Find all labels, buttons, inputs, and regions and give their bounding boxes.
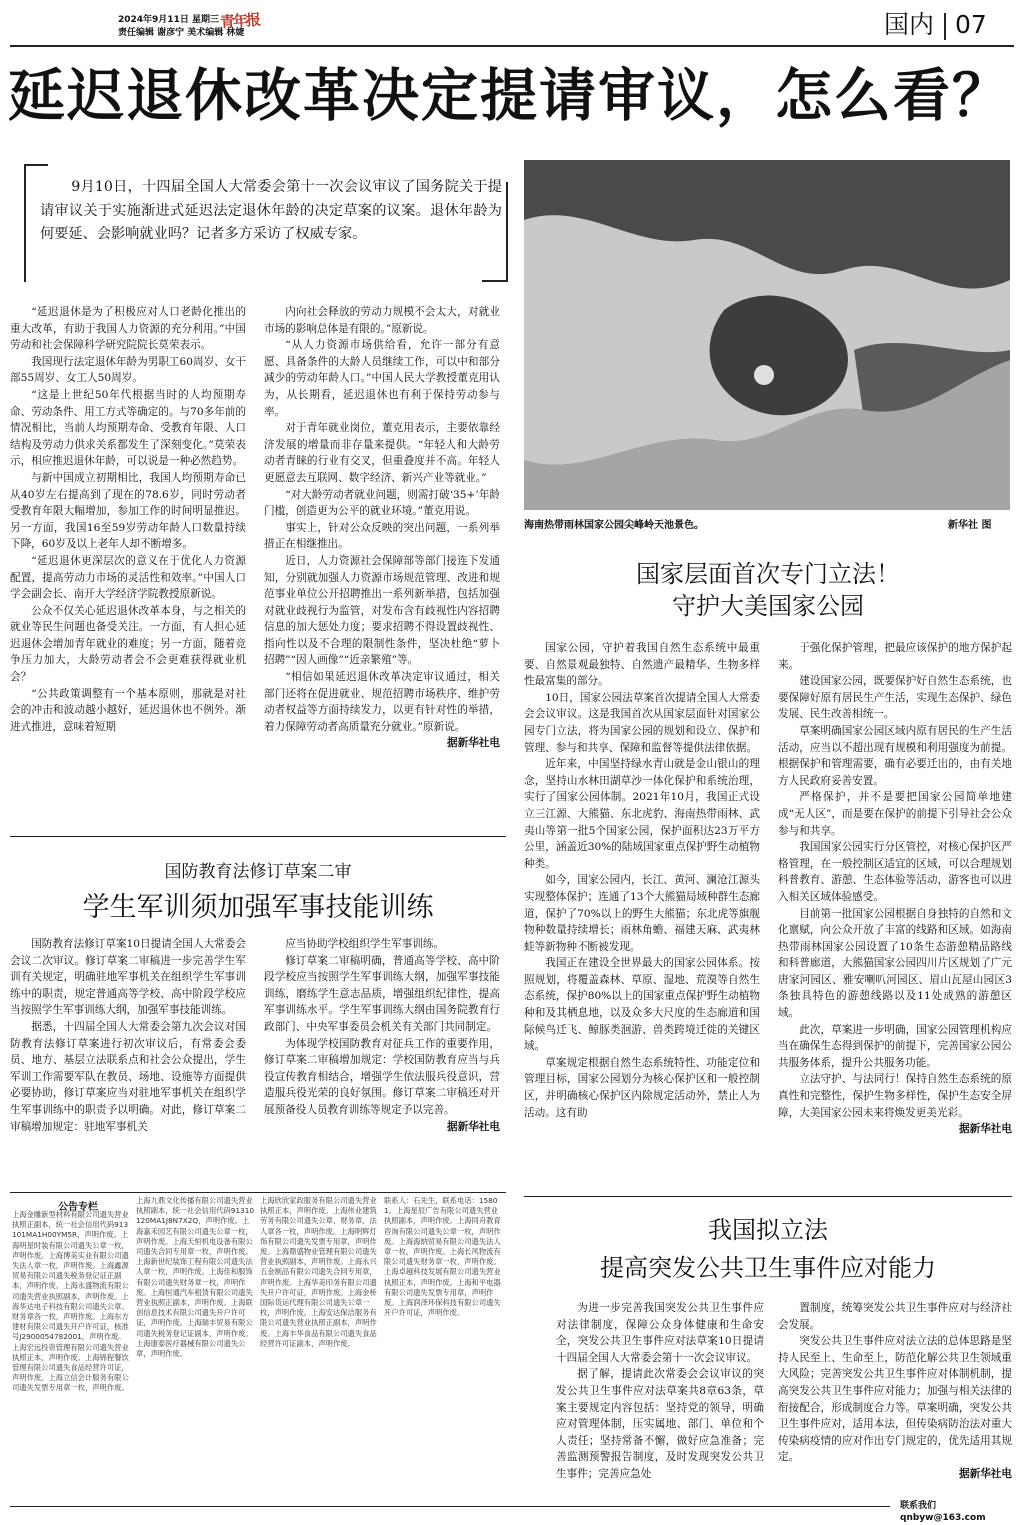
paragraph: 我国国家公园实行分区管控，对核心保护区严格管理，在一般控制区适宜的区域，可以合理规划科普教育、游憩、生态体验等活动，游客也可以进入相关区域体验感受。 [778, 841, 1012, 903]
paragraph: 立法守护、与法同行！保持自然生态系统的原真性和完整性，保护生物多样性，保护生态安全屏障，大美国家公园未来将焕发更美光彩。 [778, 1073, 1012, 1119]
paragraph: 我国正在建设全世界最大的国家公园体系。按照规划，将覆盖森林、草原、湿地、荒漠等自然生态系统，保护80%以上的国家重点保护野生动植物种和及其栖息地，以及众多大尺度的生态廊道和国际候鸟迁飞、鲸豚类洄游、兽类跨境迁徙的关键区域。 [524, 957, 760, 1053]
article-source: 据新华社电 [959, 1123, 1012, 1136]
notices-title: 公告专栏 [58, 1202, 98, 1213]
health-col2 [778, 1300, 1012, 1500]
park-title-line1: 国家层面首次专门立法！ [636, 560, 900, 588]
page-number: 07 [955, 10, 987, 39]
military-col2 [264, 936, 500, 1186]
paragraph: “相信如果延迟退休改革决定审议通过，相关部门还将在促进就业、规范招聘市场秩序、维护劳动者权益等方面持续发力，以更有针对性的举措，着力保障劳动者高质量充分就业。”原新说。 [264, 671, 500, 733]
military-col1 [10, 936, 246, 1186]
editors-line: 责任编辑 谢彦宁 美术编辑 林婕 [118, 28, 245, 38]
photo-caption: 海南热带雨林国家公园尖峰岭天池景色。 [524, 520, 704, 531]
article-source: 据新华社电 [447, 737, 500, 750]
paragraph: 内向社会释放的劳动力规模不会太大，对就业市场的影响总体是有限的。”原新说。 [264, 306, 500, 335]
page-headline: 延迟退休改革决定提请审议，怎么看？ [8, 63, 1011, 129]
paragraph: 与新中国成立初期相比，我国人均预期寿命已从40岁左右提高到了现在的78.6岁，同时劳动者受教育年限大幅增加，参加工作的时间明显推迟。另一方面，我国16至59岁劳动年龄人口数量持续下降，60岁及以上老年人却不断增多。 [10, 471, 246, 551]
military-title: 学生军训须加强军事技能训练 [82, 892, 434, 923]
paragraph: 修订草案二审稿明确，普通高等学校、高中阶段学校应当按照学生军事训练大纲，加强军事技能训练，磨练学生意志品质，增强组织纪律性，提高军事训练水平。学生军事训练大纲由国务院教育行政部门、中央军事委员会机关有关部门共同制定。 [264, 954, 500, 1033]
notices-col3: 上海欣欣家政服务有限公司遗失营业执照正本，声明作废。上海伟业建筑劳务有限公司遗失公章、财务章、法人章各一枚，声明作废。上海明辉灯饰有限公司遗失发票专用章，声明作废。上海鼎盛物业管理有限公司遗失营业执照副本，声明作废。上海永兴五金制品有限公司遗失合同专用章，声明作废。上海华美印务有限公司遗失开户许可证，声明作废。上海金桥国际货运代理有限公司遗失公章一枚，声明作废。上海安达保洁服务有限公司遗失营业执照正副本，声明作废。上海丰华食品有限公司遗失食品经营许可证副本，声明作废。 [260, 1196, 377, 1348]
notices-col1: 上海金雕新型材料有限公司遗失营业执照正副本，统一社会信用代码913101MA1H00YM5R，声明作废。上海明星时装有限公司遗失公章一枚，声明作废。上海博美实业有限公司遗失法人章一枚，声明作废。上海鑫源贸易有限公司遗失税务登记证正副本，声明作废。上海永盛物流有限公司遗失营业执照副本，声明作废。上海华达电子科技有限公司遗失公章、财务章各一枚，声明作废。上海东方建材有限公司遗失开户许可证，核准号J2900054782001，声明作废。上海宏远投资管理有限公司遗失营业执照正本，声明作废。上海锦程餐饮管理有限公司遗失食品经营许可证，声明作废。上海立信会计服务有限公司遗失发票专用章一枚，声明作废。 [12, 1210, 129, 1393]
national-park-photo [524, 160, 1010, 510]
paragraph: 据了解，提请此次常委会会议审议的突发公共卫生事件应对法草案共8章63条，草案主要规定内容包括：坚持党的领导，明确应对管理体制，压实属地、部门、单位和个人责任；坚持常备不懈，做好应急准备；完善监测预警报告制度，及时发现突发公共卫生事件；完善应急处 [556, 1368, 764, 1480]
notices-col2: 上海九鼎文化传播有限公司遗失营业执照副本，统一社会信用代码91310120MA1J8N7X2Q，声明作废。上海嘉禾园艺有限公司遗失公章一枚，声明作废。上海天恒机电设备有限公司遗失合同专用章一枚，声明作废。上海新世纪装饰工程有限公司遗失法人章一枚，声明作废。上海佳和服饰有限公司遗失财务章一枚，声明作废。上海恒通汽车租赁有限公司遗失营业执照正副本，声明作废。上海联创信息技术有限公司遗失开户许可证，声明作废。上海瑞丰贸易有限公司遗失税务登记证副本，声明作废。上海康泰医疗器械有限公司遗失公章，声明作废。 [136, 1196, 255, 1359]
notices-col4: 联系人：石先生，联系电话：15801。上海星辰广告有限公司遗失营业执照副本，声明作废。上海同舟教育咨询有限公司遗失公章一枚，声明作废。上海海纳贸易有限公司遗失法人章一枚，声明作废。上海长风物流有限公司遗失财务章一枚，声明作废。上海卓越科技发展有限公司遗失营业执照正本，声明作废。上海和平电器有限公司遗失发票专用章，声明作废。上海润泽环保科技有限公司遗失开户许可证，声明作废。 [384, 1196, 501, 1318]
paragraph: “这是上世纪50年代根据当时的人均预期寿命、劳动条件、用工方式等确定的。与70多年前的情况相比，当前人均预期寿命、受教育年限、人口结构及劳动力供求关系都发生了深刻变化。”莫荣表示，相应推迟退休年龄，可以说是一种必然趋势。 [10, 388, 246, 468]
paragraph: 应当协助学校组织学生军事训练。 [285, 938, 445, 950]
paragraph: 事实上，针对公众反映的突出问题，一系列举措正在相继推出。 [264, 521, 500, 551]
photo-illustration [524, 160, 1010, 510]
paragraph: 为体现学校国防教育对征兵工作的重要作用，修订草案二审稿增加规定：学校国防教育应当与兵役宣传教育相结合，增强学生依法服兵役意识，营造服兵役光荣的良好氛围。修订草案二审稿还对开展预备役人员教育训练等规定予以完善。 [264, 1037, 500, 1116]
paragraph: 此次，草案进一步明确，国家公园管理机构应当在确保生态得到保护的前提下，完善国家公园公共服务体系，提升公共服务功能。 [778, 1023, 1012, 1069]
section-name: 国内 [884, 10, 935, 39]
paragraph: “对大龄劳动者就业问题，则需打破‘35+’年龄门槛，创造更为公平的就业环境。”董克用说。 [264, 488, 500, 518]
lead-paragraph: 9月10日，十四届全国人大常委会第十一次会议审议了国务院关于提请审议关于实施渐进式延迟法定退休年龄的决定草案的议案。退休年龄为何要延、会影响就业吗？记者多方采访了权威专家。 [40, 179, 502, 243]
paragraph: 公众不仅关心延迟退休改革本身，与之相关的就业等民生问题也备受关注。一方面，有人担心延迟退休会增加青年就业的难度；另一方面，随着竞争压力加大，大龄劳动者会不会更难获得就业机会？ [10, 604, 246, 684]
footer-contact: 联系我们 qnbyw@163.com [900, 1501, 986, 1523]
park-article-col2 [778, 640, 1012, 1192]
health-title-line1: 我国拟立法 [708, 1216, 828, 1244]
paragraph: 为进一步完善我国突发公共卫生事件应对法律制度，保障公众身体健康和生命安全，突发公共卫生事件应对法草案10日提请十四届全国人大常委会第十一次会议审议。 [556, 1302, 764, 1364]
main-article-col1 [10, 304, 246, 832]
paragraph: 建设国家公园，既要保护好自然生态系统，也要保障好原有居民生产生活，实现生态保护、绿色发展、民生改善相统一。 [778, 675, 1012, 721]
paragraph: 草案规定根据自然生态系统特性、功能定位和管理目标，国家公园划分为核心保护区和一般控制区，并明确核心保护区内除规定活动外，禁止人为活动。这有助 [524, 1056, 760, 1119]
date-line: 2024年9月11日 星期三 [118, 15, 219, 25]
military-kicker: 国防教育法修订草案二审 [164, 862, 352, 882]
lead-bracket-bottom [482, 280, 508, 282]
paragraph: 近年来，中国坚持绿水青山就是金山银山的理念，坚持山水林田湖草沙一体化保护和系统治理，实行了国家公园体制。2021年10月，我国正式设立三江源、大熊猫、东北虎豹、海南热带雨林、武夷山等第一批5个国家公园，保护面积达23万平方公里，涵盖近30%的陆域国家重点保护野生动植物种类。 [524, 758, 760, 870]
section-divider [944, 13, 946, 40]
health-title-line2: 提高突发公共卫生事件应对能力 [600, 1254, 936, 1282]
paragraph: 国家公园，守护着我国自然生态系统中最重要、自然景观最独特、自然遗产最精华、生物多样性最富集的部分。 [524, 642, 760, 688]
park-title-line2: 守护大美国家公园 [672, 592, 864, 620]
paragraph: 于强化保护管理，把最应该保护的地方保护起来。 [778, 642, 1012, 671]
lead-bracket-top [24, 164, 48, 166]
paragraph: 突发公共卫生事件应对法立法的总体思路是坚持人民至上、生命至上，防范化解公共卫生领域重大风险；完善突发公共卫生事件应对体制机制，提高突发公共卫生事件应对能力；加强与相关法律的衔接配合，形成制度合力等。草案明确，突发公共卫生事件应对，适用本法，但传染病防治法对重大传染病疫情的应对作出专门规定的，优先适用其规定。 [778, 1335, 1012, 1464]
newspaper-logo: 青年报 [219, 10, 260, 32]
lead-bracket-left [24, 164, 26, 282]
header-rule [10, 45, 1014, 47]
main-article-col2 [264, 304, 500, 832]
notices-top-rule [10, 1192, 506, 1193]
paragraph: 如今，国家公园内，长江、黄河、澜沧江源头实现整体保护；连通了13个大熊猫局域种群生态廊道，保护了70%以上的野生大熊猫；东北虎等旗舰物种数量持续增长；雨林角蟾、福建天麻、武夷林蛙等新物种不断被发现。 [524, 874, 760, 953]
paragraph: 对于青年就业岗位，董克用表示，主要依靠经济发展的增量而非存量来提供。“年轻人和大龄劳动者青睐的行业有交叉，但重叠度并不高。年轻人更愿意去互联网、数字经济、新兴产业等就业。” [264, 422, 500, 484]
paragraph: 草案明确国家公园区域内原有居民的生产生活活动，应当以不超出现有规模和利用强度为前提。根据保护和管理需要，确有必要迁出的，由有关地方人民政府妥善安置。 [778, 724, 1012, 787]
article-source: 据新华社电 [959, 1467, 1012, 1480]
paragraph: 近日，人力资源社会保障部等部门接连下发通知，分别就加强人力资源市场规范管理、改进和规范事业单位公开招聘推出一系列新举措，包括加强对就业歧视行为监管，对发布含有歧视性内容招聘信息的加大惩处力度；要求招聘不得设置歧视性、指向性以及不合理的限制性条件，坚决杜绝“萝卜招聘”“因人画像”“近亲繁殖”等。 [264, 554, 500, 667]
article-source: 据新华社电 [447, 1120, 500, 1133]
paragraph: 置制度，统筹突发公共卫生事件应对与经济社会发展。 [778, 1302, 1012, 1331]
lead-bracket-right [506, 182, 508, 282]
paragraph: “延迟退休是为了积极应对人口老龄化推出的重大改革，有助于我国人力资源的充分利用。”中国劳动和社会保障科学研究院院长莫荣表示。 [10, 306, 246, 352]
paragraph: “从人力资源市场供给看，允许一部分有意愿、具备条件的大龄人员继续工作，可以中和部分减少的劳动年龄人口。”中国人民大学教授董克用认为，从长期看，延迟退休也有利于保持劳动参与率。 [264, 339, 500, 418]
paragraph: 目前第一批国家公园根据自身独特的自然和文化禀赋，向公众开放了丰富的线路和区域。如海南热带雨林国家公园设置了10条生态游憩精品路线和科普廊道，大熊猫国家公园四川片区规划了广元唐家河园区、雅安喇叭河园区、眉山瓦屋山园区3条独具特色的游憩线路以及11处成熟的游憩区域。 [778, 907, 1012, 1020]
health-col1 [556, 1300, 764, 1500]
photo-credit: 新华社 图 [948, 520, 992, 531]
paragraph: 严格保护，并不是要把国家公园简单地建成“无人区”，而是要在保护的前提下引导社会公众参与和共享。 [778, 791, 1012, 837]
paragraph: “延迟退休更深层次的意义在于优化人力资源配置，提高劳动力市场的灵活性和效率。”中国人口学会副会长、南开大学经济学院教授原新说。 [10, 554, 246, 601]
park-article-col1 [524, 640, 760, 1192]
health-top-rule [524, 1196, 1012, 1197]
footer-rule [10, 1506, 890, 1507]
paragraph: “公共政策调整有一个基本原则，那就是对社会的冲击和波动越小越好，延迟退休也不例外。渐进式推进，意味着短期 [10, 687, 246, 733]
paragraph: 据悉，十四届全国人大常委会第九次会议对国防教育法修订草案进行初次审议后，有常委会委员、地方、基层立法联系点和社会公众提出，学生军训工作需要军队在教员、场地、设施等方面提供必要协助，修订草案应当对驻地军事机关在组织学生军事训练中的职责予以明确。对此，修订草案二审稿增加规定：驻地军事机关 [10, 1020, 246, 1133]
paragraph: 10日，国家公园法草案首次提请全国人大常委会会议审议。这是我国首次从国家层面针对国家公园专门立法，将为国家公园的规划和设立、保护和管理、参与和共享、保障和监督等提供法律依据。 [524, 691, 760, 754]
paragraph: 国防教育法修订草案10日提请全国人大常委会会议二次审议。修订草案二审稿进一步完善学生军训有关规定，明确驻地军事机关在组织学生军事训练中的职责，规定普通高等学校、高中阶段学校应当按照学生军事训练大纲，加强军事技能训练。 [10, 938, 246, 1017]
military-top-rule [10, 836, 506, 837]
paragraph: 我国现行法定退休年龄为男职工60周岁、女干部55周岁、女工人50周岁。 [10, 355, 246, 385]
